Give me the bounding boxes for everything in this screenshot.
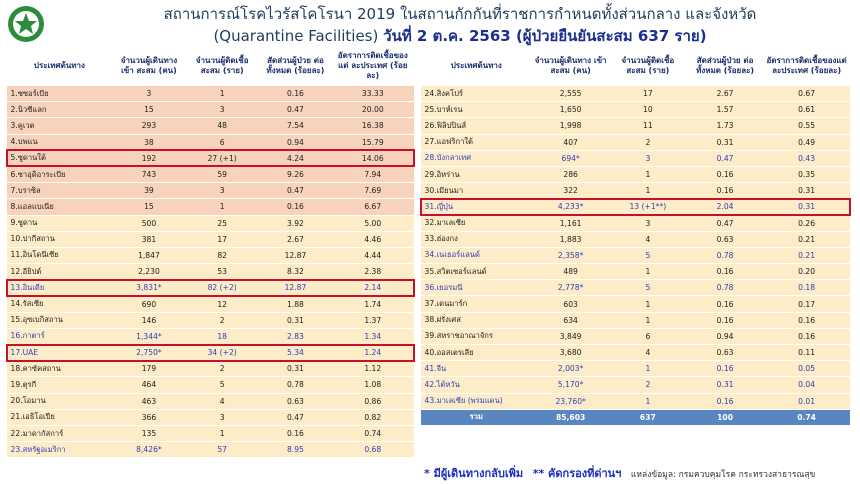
table-row xyxy=(7,361,414,377)
cell-rate: 20.00 xyxy=(332,102,413,118)
cell-rate: 15.79 xyxy=(332,134,413,150)
cell-infected: 82 xyxy=(186,247,259,263)
cell-infected: 3 xyxy=(186,183,259,199)
cell-ratio: 0.78 xyxy=(686,247,763,263)
table-row xyxy=(7,409,414,425)
cell-rate: 0.67 xyxy=(764,86,850,102)
table-row xyxy=(421,296,850,312)
cell-travelers: 38 xyxy=(112,134,185,150)
total-row xyxy=(421,409,850,425)
cell-rate: 5.00 xyxy=(332,215,413,231)
left-table-header xyxy=(7,47,414,86)
cell-infected: 3 xyxy=(609,150,686,166)
col-infected: จำนวนผู้ติดเชื้อ สะสม (ราย) xyxy=(186,47,259,86)
cell-rate: 7.94 xyxy=(332,166,413,182)
cell-country: 35.สวิตเซอร์แลนด์ xyxy=(421,264,533,280)
cell-travelers: 694* xyxy=(532,150,609,166)
cell-travelers: 1,161 xyxy=(532,215,609,231)
cell-country: 6.ซาอุดิอาระเบีย xyxy=(7,166,113,182)
col-country: ประเทศต้นทาง xyxy=(7,47,113,86)
cell-rate: 2.14 xyxy=(332,280,413,296)
cell-travelers: 634 xyxy=(532,312,609,328)
cell-country: 3.คูเวต xyxy=(7,118,113,134)
cell-travelers: 603 xyxy=(532,296,609,312)
cell-rate: 1.24 xyxy=(332,345,413,361)
cell-infected: 1 xyxy=(609,183,686,199)
cell-travelers: 2,750* xyxy=(112,345,185,361)
table-row xyxy=(7,345,414,361)
cell-travelers: 407 xyxy=(532,134,609,150)
cell-ratio: 0.47 xyxy=(686,150,763,166)
cell-travelers: 1,650 xyxy=(532,102,609,118)
cell-ratio: 9.26 xyxy=(259,166,332,182)
cell-infected: 5 xyxy=(609,280,686,296)
cell-ratio: 0.16 xyxy=(259,199,332,215)
cell-country: 34.เนเธอร์แลนด์ xyxy=(421,247,533,263)
cell-rate: 33.33 xyxy=(332,86,413,102)
table-row xyxy=(7,393,414,409)
table-row xyxy=(421,361,850,377)
col-country: ประเทศต้นทาง xyxy=(421,47,533,86)
table-row xyxy=(7,280,414,296)
cell-infected: 34 (+2) xyxy=(186,345,259,361)
cell-rate: 0.82 xyxy=(332,409,413,425)
cell-travelers: 15 xyxy=(112,102,185,118)
cell-rate: 0.21 xyxy=(764,231,850,247)
cell-rate: 16.38 xyxy=(332,118,413,134)
cell-ratio: 0.63 xyxy=(686,231,763,247)
cell-rate: 1.34 xyxy=(332,328,413,344)
cell-travelers: 135 xyxy=(112,425,185,441)
cell-country: 29.อิหร่าน xyxy=(421,166,533,182)
cell-infected: 4 xyxy=(609,231,686,247)
cell-rate: 2.38 xyxy=(332,264,413,280)
cell-infected: 2 xyxy=(186,312,259,328)
cell-travelers: 2,358* xyxy=(532,247,609,263)
cell-country: 36.เยอรมนี xyxy=(421,280,533,296)
table-row xyxy=(7,118,414,134)
cell-infected: 3 xyxy=(186,409,259,425)
cell-ratio: 3.92 xyxy=(259,215,332,231)
table-row xyxy=(421,183,850,199)
cell-infected: 17 xyxy=(186,231,259,247)
table-row xyxy=(421,312,850,328)
cell-infected: 48 xyxy=(186,118,259,134)
col-travelers: จำนวนผู้เดินทาง เข้า สะสม (คน) xyxy=(112,47,185,86)
cell-rate: 1.08 xyxy=(332,377,413,393)
table-row xyxy=(7,328,414,344)
total-ratio: 100 xyxy=(686,409,763,425)
right-table-header xyxy=(421,47,850,86)
cell-travelers: 3,831* xyxy=(112,280,185,296)
cell-ratio: 0.94 xyxy=(259,134,332,150)
cell-travelers: 489 xyxy=(532,264,609,280)
cell-rate: 0.43 xyxy=(764,150,850,166)
cell-rate: 0.16 xyxy=(764,312,850,328)
cell-rate: 0.26 xyxy=(764,215,850,231)
cell-rate: 4.44 xyxy=(332,247,413,263)
cell-infected: 1 xyxy=(186,199,259,215)
cell-ratio: 1.88 xyxy=(259,296,332,312)
cell-ratio: 0.31 xyxy=(686,134,763,150)
cell-infected: 4 xyxy=(609,345,686,361)
cell-ratio: 0.16 xyxy=(686,264,763,280)
cell-travelers: 2,003* xyxy=(532,361,609,377)
cell-travelers: 1,883 xyxy=(532,231,609,247)
cell-ratio: 2.67 xyxy=(686,86,763,102)
cell-rate: 0.21 xyxy=(764,247,850,263)
cell-rate: 0.31 xyxy=(764,199,850,215)
footnote-screening: ** คัดกรองที่ด่านฯ xyxy=(532,467,622,480)
table-row xyxy=(7,183,414,199)
cell-ratio: 0.78 xyxy=(259,377,332,393)
table-row xyxy=(421,247,850,263)
source-text: แหล่งข้อมูล: กรมควบคุมโรค กระทรวงสาธารณสุข xyxy=(630,470,816,480)
table-row xyxy=(7,247,414,263)
table-row xyxy=(421,86,850,102)
cell-infected: 12 xyxy=(186,296,259,312)
cell-travelers: 366 xyxy=(112,409,185,425)
cell-ratio: 0.47 xyxy=(259,409,332,425)
table-row xyxy=(421,328,850,344)
table-row xyxy=(421,166,850,182)
right-table-body xyxy=(421,86,850,426)
cell-infected: 6 xyxy=(186,134,259,150)
cell-infected: 57 xyxy=(186,442,259,458)
cell-ratio: 12.87 xyxy=(259,280,332,296)
cell-infected: 27 (+1) xyxy=(186,150,259,166)
cell-travelers: 1,344* xyxy=(112,328,185,344)
cell-rate: 14.06 xyxy=(332,150,413,166)
cell-rate: 4.46 xyxy=(332,231,413,247)
cell-travelers: 463 xyxy=(112,393,185,409)
cell-country: 5.ซูดานใต้ xyxy=(7,150,113,166)
ddc-logo-icon xyxy=(6,4,46,44)
cell-travelers: 8,426* xyxy=(112,442,185,458)
footer xyxy=(424,464,860,482)
cell-rate: 0.74 xyxy=(332,425,413,441)
cell-infected: 25 xyxy=(186,215,259,231)
cell-country: 11.อินโดนีเซีย xyxy=(7,247,113,263)
cell-infected: 1 xyxy=(609,393,686,409)
cell-ratio: 2.67 xyxy=(259,231,332,247)
table-row xyxy=(7,296,414,312)
col-ratio: สัดส่วนผู้ป่วย ต่อทั้งหมด (ร้อยละ) xyxy=(259,47,332,86)
cell-travelers: 464 xyxy=(112,377,185,393)
cell-country: 1.ซซอร์เบีย xyxy=(7,86,113,102)
cell-infected: 13 (+1**) xyxy=(609,199,686,215)
cell-rate: 1.74 xyxy=(332,296,413,312)
cell-country: 19.ตุรกี xyxy=(7,377,113,393)
cell-rate: 0.16 xyxy=(764,328,850,344)
cell-rate: 0.49 xyxy=(764,134,850,150)
cell-rate: 1.12 xyxy=(332,361,413,377)
cell-ratio: 0.16 xyxy=(686,361,763,377)
cell-country: 42.ไต้หวัน xyxy=(421,377,533,393)
cell-infected: 6 xyxy=(609,328,686,344)
table-row xyxy=(7,102,414,118)
cell-travelers: 39 xyxy=(112,183,185,199)
right-table xyxy=(420,46,850,426)
cell-travelers: 2,230 xyxy=(112,264,185,280)
cell-ratio: 0.63 xyxy=(686,345,763,361)
cell-ratio: 2.83 xyxy=(259,328,332,344)
cell-rate: 0.20 xyxy=(764,264,850,280)
cell-ratio: 0.78 xyxy=(686,280,763,296)
subtitle-date: วันที่ 2 ต.ค. 2563 (ผู้ป่วยยืนยันสะสม 637 ราย) xyxy=(383,27,707,45)
cell-country: 13.อินเดีย xyxy=(7,280,113,296)
table-row xyxy=(421,377,850,393)
cell-country: 15.อุซเบกิสถาน xyxy=(7,312,113,328)
cell-travelers: 2,555 xyxy=(532,86,609,102)
table-row xyxy=(421,150,850,166)
cell-rate: 0.01 xyxy=(764,393,850,409)
table-row xyxy=(421,231,850,247)
table-row xyxy=(421,393,850,409)
cell-ratio: 0.47 xyxy=(259,183,332,199)
cell-travelers: 322 xyxy=(532,183,609,199)
table-row xyxy=(421,199,850,215)
cell-travelers: 690 xyxy=(112,296,185,312)
cell-infected: 1 xyxy=(609,361,686,377)
cell-infected: 1 xyxy=(609,296,686,312)
cell-country: 37.เดนมาร์ก xyxy=(421,296,533,312)
cell-country: 23.สหรัฐอเมริกา xyxy=(7,442,113,458)
cell-infected: 1 xyxy=(609,166,686,182)
left-table-body xyxy=(7,86,414,458)
cell-ratio: 4.24 xyxy=(259,150,332,166)
total-infected: 637 xyxy=(609,409,686,425)
cell-rate: 0.86 xyxy=(332,393,413,409)
cell-infected: 1 xyxy=(186,425,259,441)
cell-country: 27.แอฟริกาใต้ xyxy=(421,134,533,150)
cell-ratio: 0.16 xyxy=(686,393,763,409)
cell-country: 18.คาซัคสถาน xyxy=(7,361,113,377)
col-infected: จำนวนผู้ติดเชื้อ สะสม (ราย) xyxy=(609,47,686,86)
cell-ratio: 1.73 xyxy=(686,118,763,134)
cell-ratio: 8.95 xyxy=(259,442,332,458)
cell-infected: 5 xyxy=(186,377,259,393)
cell-travelers: 179 xyxy=(112,361,185,377)
cell-country: 20.โอมาน xyxy=(7,393,113,409)
table-row xyxy=(7,150,414,166)
cell-country: 26.ฟิลิปปินส์ xyxy=(421,118,533,134)
cell-travelers: 500 xyxy=(112,215,185,231)
cell-rate: 1.37 xyxy=(332,312,413,328)
cell-infected: 1 xyxy=(609,312,686,328)
right-table-panel xyxy=(420,46,850,426)
cell-country: 12.อียิปต์ xyxy=(7,264,113,280)
cell-country: 8.แอลแบเนีย xyxy=(7,199,113,215)
cell-country: 33.ฮ่องกง xyxy=(421,231,533,247)
cell-infected: 59 xyxy=(186,166,259,182)
cell-travelers: 2,778* xyxy=(532,280,609,296)
page-title: สถานการณ์โรคไวรัสโคโรนา 2019 ในสถานกักกันที่ราชการกำหนดทั้งส่วนกลาง และจังหวัด xyxy=(163,5,757,23)
cell-rate: 6.67 xyxy=(332,199,413,215)
cell-ratio: 0.63 xyxy=(259,393,332,409)
table-row xyxy=(7,425,414,441)
table-row xyxy=(421,280,850,296)
cell-country: 4.บพแน xyxy=(7,134,113,150)
table-row xyxy=(421,215,850,231)
col-rate: อัตราการติดเชื้อของแต่ ละประเทศ (ร้อยละ) xyxy=(764,47,850,86)
cell-country: 43.มาเลเซีย (พรมแดน) xyxy=(421,393,533,409)
cell-country: 41.จีน xyxy=(421,361,533,377)
cell-travelers: 286 xyxy=(532,166,609,182)
table-row xyxy=(7,231,414,247)
cell-infected: 82 (+2) xyxy=(186,280,259,296)
cell-rate: 0.55 xyxy=(764,118,850,134)
cell-travelers: 4,233* xyxy=(532,199,609,215)
cell-ratio: 0.16 xyxy=(259,425,332,441)
cell-travelers: 3,849 xyxy=(532,328,609,344)
cell-infected: 3 xyxy=(609,215,686,231)
cell-country: 14.รัสเซีย xyxy=(7,296,113,312)
cell-travelers: 381 xyxy=(112,231,185,247)
cell-country: 38.ฝรั่งเศส xyxy=(421,312,533,328)
cell-rate: 0.04 xyxy=(764,377,850,393)
cell-infected: 2 xyxy=(609,377,686,393)
cell-ratio: 0.94 xyxy=(686,328,763,344)
col-ratio: สัดส่วนผู้ป่วย ต่อทั้งหมด (ร้อยละ) xyxy=(686,47,763,86)
cell-ratio: 8.32 xyxy=(259,264,332,280)
cell-travelers: 23,760* xyxy=(532,393,609,409)
cell-infected: 11 xyxy=(609,118,686,134)
cell-travelers: 192 xyxy=(112,150,185,166)
table-row xyxy=(7,215,414,231)
cell-ratio: 7.54 xyxy=(259,118,332,134)
cell-rate: 0.18 xyxy=(764,280,850,296)
table-row xyxy=(421,118,850,134)
page-subtitle xyxy=(60,24,860,48)
cell-ratio: 0.31 xyxy=(259,312,332,328)
table-row xyxy=(7,86,414,102)
total-rate: 0.74 xyxy=(764,409,850,425)
cell-infected: 1 xyxy=(186,86,259,102)
cell-country: 30.เมียนมา xyxy=(421,183,533,199)
cell-ratio: 0.16 xyxy=(259,86,332,102)
cell-ratio: 0.16 xyxy=(686,312,763,328)
cell-country: 31.ญี่ปุ่น xyxy=(421,199,533,215)
cell-infected: 53 xyxy=(186,264,259,280)
cell-infected: 3 xyxy=(186,102,259,118)
cell-travelers: 3,680 xyxy=(532,345,609,361)
cell-ratio: 1.57 xyxy=(686,102,763,118)
cell-travelers: 293 xyxy=(112,118,185,134)
cell-infected: 10 xyxy=(609,102,686,118)
cell-infected: 4 xyxy=(186,393,259,409)
cell-travelers: 1,847 xyxy=(112,247,185,263)
cell-rate: 0.68 xyxy=(332,442,413,458)
cell-rate: 0.31 xyxy=(764,183,850,199)
cell-country: 17.UAE xyxy=(7,345,113,361)
left-table xyxy=(6,46,414,458)
table-row xyxy=(7,264,414,280)
cell-ratio: 0.47 xyxy=(686,215,763,231)
table-row xyxy=(421,102,850,118)
cell-ratio: 5.34 xyxy=(259,345,332,361)
cell-country: 40.ออสเตรเลีย xyxy=(421,345,533,361)
cell-ratio: 0.31 xyxy=(686,377,763,393)
cell-infected: 5 xyxy=(609,247,686,263)
cell-rate: 0.05 xyxy=(764,361,850,377)
total-travelers: 85,603 xyxy=(532,409,609,425)
cell-country: 39.สหราชอาณาจักร xyxy=(421,328,533,344)
cell-infected: 2 xyxy=(609,134,686,150)
cell-rate: 0.35 xyxy=(764,166,850,182)
footnote-returning: * มีผู้เดินทางกลับเพิ่ม xyxy=(424,467,524,480)
cell-rate: 0.11 xyxy=(764,345,850,361)
cell-country: 25.บาห์เรน xyxy=(421,102,533,118)
subtitle-prefix: (Quarantine Facilities) xyxy=(213,27,379,45)
col-travelers: จำนวนผู้เดินทาง เข้า สะสม (คน) xyxy=(532,47,609,86)
cell-infected: 2 xyxy=(186,361,259,377)
cell-rate: 7.69 xyxy=(332,183,413,199)
cell-travelers: 1,998 xyxy=(532,118,609,134)
cell-ratio: 0.16 xyxy=(686,166,763,182)
cell-country: 16.กาตาร์ xyxy=(7,328,113,344)
total-label: รวม xyxy=(421,409,533,425)
cell-ratio: 12.87 xyxy=(259,247,332,263)
cell-country: 22.มาดากัสการ์ xyxy=(7,425,113,441)
cell-ratio: 0.16 xyxy=(686,296,763,312)
cell-travelers: 146 xyxy=(112,312,185,328)
cell-travelers: 5,170* xyxy=(532,377,609,393)
cell-country: 10.ปากีสถาน xyxy=(7,231,113,247)
table-row xyxy=(7,377,414,393)
table-row xyxy=(421,134,850,150)
cell-rate: 0.61 xyxy=(764,102,850,118)
left-table-panel xyxy=(6,46,414,458)
cell-infected: 1 xyxy=(609,264,686,280)
table-row xyxy=(421,264,850,280)
cell-travelers: 3 xyxy=(112,86,185,102)
cell-ratio: 2.04 xyxy=(686,199,763,215)
cell-country: 24.สิงคโปร์ xyxy=(421,86,533,102)
cell-country: 21.เอธิโอเปีย xyxy=(7,409,113,425)
cell-country: 28.บังกลาเทศ xyxy=(421,150,533,166)
table-row xyxy=(7,166,414,182)
table-row xyxy=(421,345,850,361)
cell-travelers: 743 xyxy=(112,166,185,182)
cell-ratio: 0.16 xyxy=(686,183,763,199)
cell-ratio: 0.47 xyxy=(259,102,332,118)
col-rate: อัตราการติดเชื้อของแต่ ละประเทศ (ร้อยละ) xyxy=(332,47,413,86)
cell-country: 9.ซูดาน xyxy=(7,215,113,231)
cell-rate: 0.17 xyxy=(764,296,850,312)
table-row xyxy=(7,134,414,150)
cell-infected: 17 xyxy=(609,86,686,102)
table-row xyxy=(7,442,414,458)
table-row xyxy=(7,312,414,328)
cell-travelers: 15 xyxy=(112,199,185,215)
cell-country: 32.มาเลเซีย xyxy=(421,215,533,231)
table-row xyxy=(7,199,414,215)
cell-ratio: 0.31 xyxy=(259,361,332,377)
cell-country: 2.นิวซีแลก xyxy=(7,102,113,118)
cell-country: 7.บราซิล xyxy=(7,183,113,199)
cell-infected: 18 xyxy=(186,328,259,344)
